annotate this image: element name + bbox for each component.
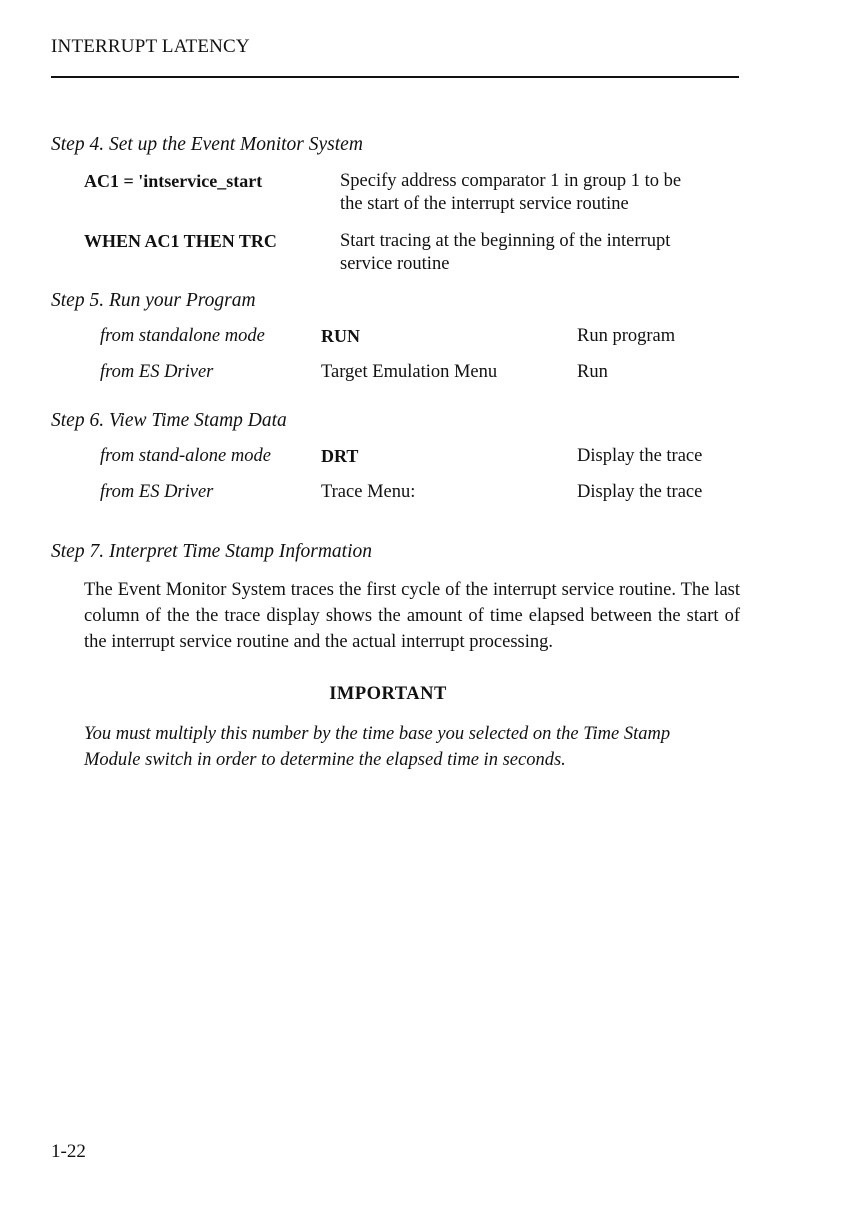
- step4-command-when: WHEN AC1 THEN TRC: [84, 231, 277, 251]
- step4-command-ac1: AC1 = 'intservice_start: [84, 171, 263, 191]
- step4-desc-when-line1: Start tracing at the beginning of the interrupt: [340, 231, 671, 251]
- step6-command-drt: DRT: [321, 446, 359, 466]
- step5-heading: Step 5. Run your Program: [51, 290, 256, 311]
- step7-heading: Step 7. Interpret Time Stamp Information: [51, 541, 373, 562]
- step4-desc-ac1-line1: Specify address comparator 1 in group 1 to be: [340, 171, 682, 191]
- step6-mode-es-driver: from ES Driver: [100, 482, 214, 502]
- step5-mode-es-driver: from ES Driver: [100, 362, 214, 382]
- important-note: You must multiply this number by the time base you selected on the Time Stamp Module switch in order to determine the elapsed time in seconds.: [84, 724, 671, 770]
- header-rule: [51, 76, 739, 78]
- step4-desc-ac1-line2: the start of the interrupt service routine: [340, 194, 629, 214]
- page-header-title: INTERRUPT LATENCY: [51, 36, 250, 57]
- step4-desc-when-line2: service routine: [340, 254, 450, 274]
- step6-mode-standalone: from stand-alone mode: [100, 446, 271, 466]
- step5-result-run: Run: [577, 362, 608, 382]
- step4-heading: Step 4. Set up the Event Monitor System: [51, 134, 363, 155]
- step6-command-trace-menu: Trace Menu:: [321, 482, 416, 502]
- step6-result-display-trace-2: Display the trace: [577, 482, 703, 502]
- page-number: 1-22: [51, 1141, 86, 1162]
- step6-result-display-trace: Display the trace: [577, 446, 703, 466]
- step6-heading: Step 6. View Time Stamp Data: [51, 410, 287, 431]
- step5-command-target-emulation-menu: Target Emulation Menu: [321, 362, 498, 382]
- step5-command-run: RUN: [321, 326, 360, 346]
- step5-result-run-program: Run program: [577, 326, 676, 346]
- important-label: IMPORTANT: [329, 684, 447, 704]
- step5-mode-standalone: from standalone mode: [100, 326, 265, 346]
- step7-paragraph: The Event Monitor System traces the first cycle of the interrupt service routine. The last column of the the trace display shows the amount of time elapsed between the start of the interrupt service routine and the actual interrupt processing.: [84, 580, 740, 652]
